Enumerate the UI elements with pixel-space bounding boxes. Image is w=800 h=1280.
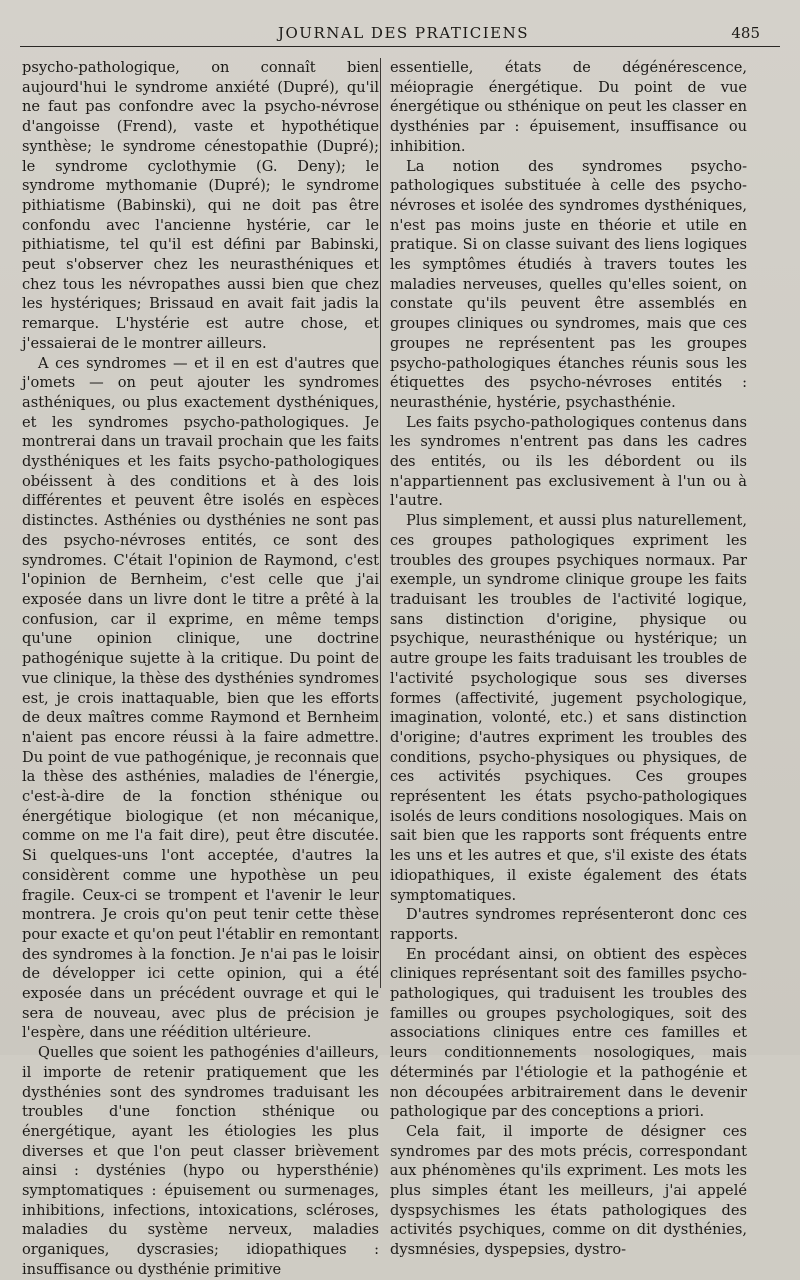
paragraph: Cela fait, il importe de désigner ces syndromes par des mots précis, correspondant aux phénomènes qu'ils expriment. Les mots les plus simples étant les meilleurs, j'ai appelé dyspsychismes les états pathologiques des activités psychiques, comme on dit dysthénies, dysmnésies, dyspepsies, dystro- xyxy=(390,1122,747,1259)
column-divider xyxy=(380,58,381,988)
paragraph: essentielle, états de dégénérescence, méiopragie énergétique. Du point de vue énergétique ou sthénique on peut les classer en dysthénies par : épuisement, insuffisance ou inhibition. xyxy=(390,59,747,155)
paragraph: La notion des syndromes psycho-pathologiques substituée à celle des psycho-névroses et isolée des syndromes dysthéniques, n'est pas moins juste en théorie et utile en pratique. Si on classe suivant des liens logiques les symptômes étudiés à travers toutes les maladies nerveuses, quelles qu'elles soient, on constate qu'ils peuvent être assemblés en groupes cliniques ou syndromes, mais que ces groupes ne représentent pas les groupes psycho-pathologiques étanches réunis sous les étiquettes des psycho-névroses entités : neurasthénie, hystérie, psychasthénie. xyxy=(390,157,747,411)
paragraph: Plus simplement, et aussi plus naturellement, ces groupes pathologiques expriment les troubles des groupes psychiques normaux. Par exemple, un syndrome clinique groupe les faits traduisant les troubles de l'activité logique, sans distinction d'origine, physique ou psychique, neurasthénique ou hystérique; un autre groupe les faits traduisant les troubles de l'activité psychologique sous ses diverses formes (affectivité, jugement psychologique, imagination, volonté, etc.) et sans distinction d'origine; d'autres expriment les troubles des conditions, psycho-physiques ou physiques, de ces activités psychiques. Ces groupes représentent les états psycho-pathologiques isolés de leurs conditions nosologiques. Mais on sait bien que les rapports sont fréquents entre les uns et les autres et que, s'il existe des états idiopathiques, il existe également des états symptomatiques. xyxy=(390,512,747,904)
running-head xyxy=(0,22,800,46)
paragraph: A ces syndromes — et il en est d'autres que j'omets — on peut ajouter les syndromes asthéniques, ou plus exactement dysthéniques, et les syndromes psycho-pathologiques. Je montrerai dans un travail prochain que les faits dysthéniques et les faits psycho-pathologiques obéissent à des conditions et à des lois différentes et peuvent être isolés en espèces distinctes. Asthénies ou dysthénies ne sont pas des psycho-névroses entités, ce sont des syndromes. C'était l'opinion de Raymond, c'est l'opinion de Bernheim, c'est celle que j'ai exposée dans un livre dont le titre a prêté à la confusion, car il exprime, en même temps qu'une opinion clinique, une doctrine pathogénique sujette à la critique. Du point de vue clinique, la thèse des dysthénies syndromes est, je crois inattaquable, bien que les efforts de deux maîtres comme Raymond et Bernheim n'aient pas encore réussi à la faire admettre. Du point de vue pathogénique, je reconnais que la thèse des asthénies, maladies de l'énergie, c'est-à-dire de la fonction sthénique ou énergétique biologique (et non mécanique, comme on me l'a fait dire), peut être discutée. Si quelques-uns l'ont acceptée, d'autres la considèrent comme une hypothèse un peu fragile. Ceux-ci se trompent et l'avenir le leur montrera. Je crois qu'on peut tenir cette thèse pour exacte et qu'on peut l'établir en remontant des syndromes à la fonction. Je n'ai pas le loisir de développer ici cette opinion, qui a été exposée dans un précédent ouvrage et qui le sera de nouveau, avec plus de précision je l'espère, dans une réédition ultérieure. xyxy=(22,354,379,1042)
journal-title: JOURNAL DES PRATICIENS xyxy=(278,24,530,42)
paragraph: En procédant ainsi, on obtient des espèces cliniques représentant soit des familles psycho-pathologiques, qui traduisent les troubles des familles ou groupes psychologiques, soit des associations cliniques entre ces familles et leurs conditionnements nosologiques, mais déterminés par l'étiologie et la pathogénie et non découpées arbitrairement dans le devenir pathologique par des conceptions a priori. xyxy=(390,945,747,1121)
left-column xyxy=(22,58,379,1278)
paragraph: Les faits psycho-pathologiques contenus dans les syndromes n'entrent pas dans les cadres des entités, ou ils les débordent ou ils n'appartiennent pas exclusivement à l'un ou à l'autre. xyxy=(390,413,747,510)
paragraph: psycho-pathologique, on connaît bien aujourd'hui le syndrome anxiété (Dupré), qu'il ne faut pas confondre avec la psycho-névrose d'angoisse (Frend), vaste et hypothétique synthèse; le syndrome cénestopathie (Dupré); le syndrome cyclothymie (G. Deny); le syndrome mythomanie (Dupré); le syndrome pithiatisme (Babinski), qui ne doit pas être confondu avec l'ancienne hystérie, car le pithiatisme, tel qu'il est défini par Babinski, peut s'observer chez les neurasthéniques et chez tous les névropathes aussi bien que chez les hystériques; Brissaud en avait fait jadis la remarque. L'hystérie est autre chose, et j'essaierai de le montrer ailleurs. xyxy=(22,59,379,352)
paragraph: Quelles que soient les pathogénies d'ailleurs, il importe de retenir pratiquement que les dysthénies sont des syndromes traduisant les troubles d'une fonction sthénique ou énergétique, ayant les étiologies les plus diverses et que l'on peut classer brièvement ainsi : dysténies (hypo ou hypersthénie) symptomatiques : épuisement ou surmenages, inhibitions, infections, intoxications, scléroses, maladies du système nerveux, maladies organiques, dyscrasies; idiopathiques : insuffisance ou dysthénie primitive xyxy=(22,1044,379,1278)
page-number: 485 xyxy=(731,24,760,42)
paragraph: D'autres syndromes représenteront donc ces rapports. xyxy=(390,906,747,943)
right-column xyxy=(390,58,747,1259)
header-rule xyxy=(20,46,780,47)
